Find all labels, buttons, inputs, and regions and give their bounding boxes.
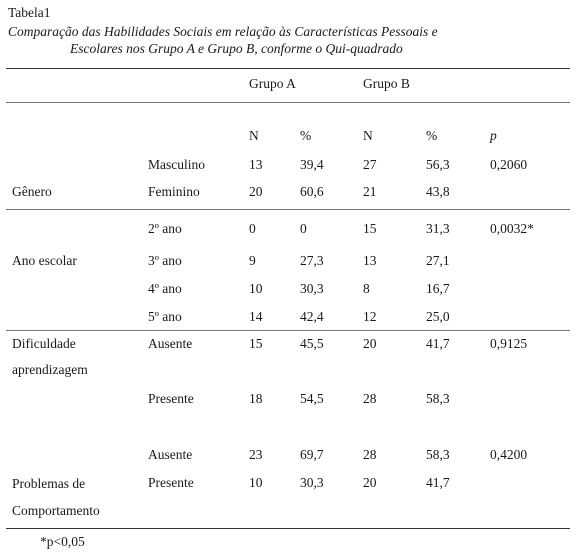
row-category: Ausente (148, 447, 193, 462)
group-b-header: Grupo B (363, 76, 410, 91)
cell-n-a: 10 (249, 281, 263, 296)
section-label-comportamento: Comportamento (12, 503, 100, 518)
row-category: Masculino (148, 157, 205, 172)
row-category: 4º ano (148, 281, 182, 296)
cell-pct-a: 30,3 (300, 475, 324, 490)
cell-pct-b: 16,7 (426, 281, 450, 296)
cell-pct-a: 39,4 (300, 157, 324, 172)
cell-pct-b: 58,3 (426, 447, 450, 462)
section-label-problemas: Problemas de (12, 476, 86, 491)
cell-pct-a: 42,4 (300, 309, 324, 324)
section-label-dificuldade: Dificuldade (12, 336, 76, 351)
cell-pct-b: 31,3 (426, 221, 450, 236)
footnote: *p<0,05 (40, 534, 85, 549)
table-title-line2: Escolares nos Grupo A e Grupo B, conforme o Qui-quadrado (70, 41, 403, 56)
table-label: Tabela1 (8, 5, 51, 20)
section-label-aprendizagem: aprendizagem (12, 362, 88, 377)
cell-n-b: 20 (363, 336, 377, 351)
row-category: Presente (148, 475, 194, 490)
cell-pct-b: 41,7 (426, 475, 450, 490)
cell-pct-b: 27,1 (426, 253, 450, 268)
col-p: p (490, 128, 497, 143)
col-n-b: N (363, 128, 373, 143)
section-label-ano-escolar: Ano escolar (12, 253, 77, 268)
col-pct-b: % (426, 128, 438, 143)
cell-n-b: 15 (363, 221, 377, 236)
row-category: 3º ano (148, 253, 182, 268)
cell-n-a: 18 (249, 391, 263, 406)
cell-pct-a: 0 (300, 221, 307, 236)
cell-pct-b: 43,8 (426, 184, 450, 199)
row-category: Feminino (148, 184, 200, 199)
cell-p: 0,0032* (490, 221, 534, 236)
row-category: 2º ano (148, 221, 182, 236)
cell-p: 0,9125 (490, 336, 528, 351)
top-rule (6, 68, 570, 69)
cell-pct-a: 27,3 (300, 253, 324, 268)
cell-p: 0,2060 (490, 157, 528, 172)
cell-n-a: 15 (249, 336, 263, 351)
cell-n-b: 28 (363, 447, 377, 462)
cell-n-a: 0 (249, 221, 256, 236)
bottom-rule (6, 528, 570, 529)
cell-pct-a: 54,5 (300, 391, 324, 406)
row-category: 5º ano (148, 309, 182, 324)
cell-n-b: 27 (363, 157, 377, 172)
row-category: Ausente (148, 336, 193, 351)
cell-pct-a: 60,6 (300, 184, 324, 199)
cell-pct-a: 45,5 (300, 336, 324, 351)
table-title-line1: Comparação das Habilidades Sociais em relação às Características Pessoais e (8, 24, 438, 39)
group-a-header: Grupo A (249, 76, 296, 91)
cell-n-a: 10 (249, 475, 263, 490)
cell-n-b: 13 (363, 253, 377, 268)
cell-n-b: 28 (363, 391, 377, 406)
col-n-a: N (249, 128, 259, 143)
cell-n-b: 12 (363, 309, 377, 324)
cell-n-b: 21 (363, 184, 377, 199)
cell-pct-b: 56,3 (426, 157, 450, 172)
section-rule (6, 209, 570, 210)
cell-n-a: 13 (249, 157, 263, 172)
cell-n-b: 20 (363, 475, 377, 490)
cell-n-a: 9 (249, 253, 256, 268)
header-rule (6, 102, 570, 103)
cell-p: 0,4200 (490, 447, 528, 462)
cell-n-b: 8 (363, 281, 370, 296)
cell-pct-a: 30,3 (300, 281, 324, 296)
section-label-genero: Gênero (12, 184, 52, 199)
col-pct-a: % (300, 128, 312, 143)
cell-pct-b: 25,0 (426, 309, 450, 324)
row-category: Presente (148, 391, 194, 406)
cell-pct-b: 41,7 (426, 336, 450, 351)
cell-n-a: 23 (249, 447, 263, 462)
cell-pct-a: 69,7 (300, 447, 324, 462)
cell-n-a: 20 (249, 184, 263, 199)
section-rule (6, 330, 570, 331)
cell-pct-b: 58,3 (426, 391, 450, 406)
cell-n-a: 14 (249, 309, 263, 324)
